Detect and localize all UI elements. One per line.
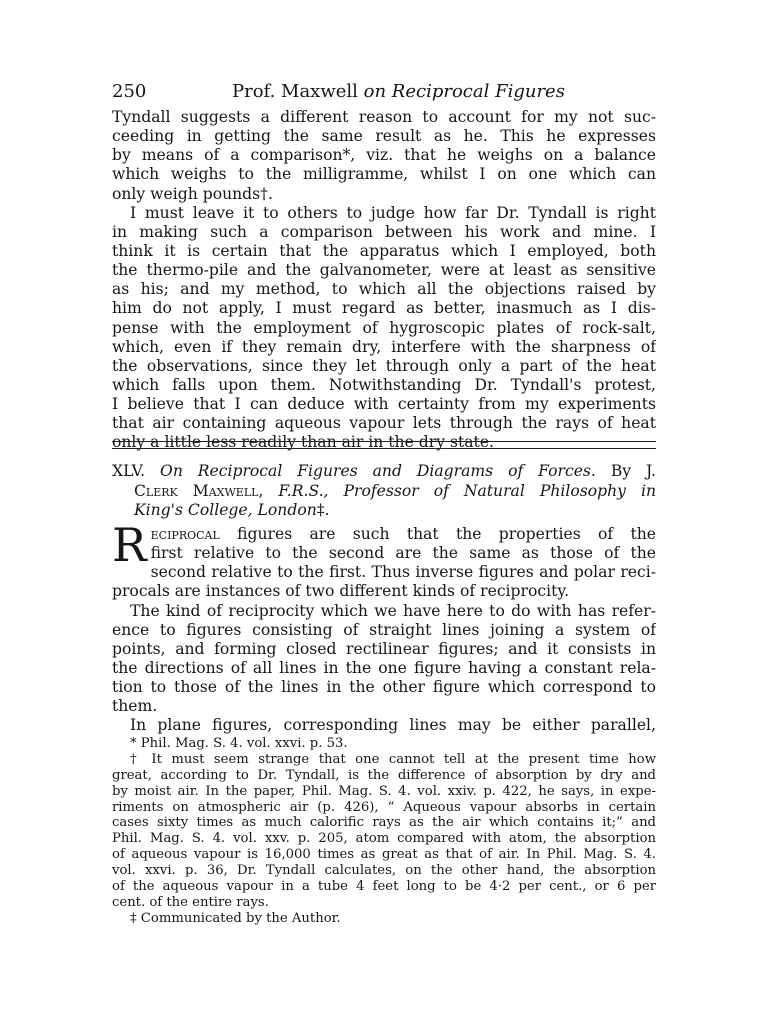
footnote-line: by moist air. In the paper, Phil. Mag. S. 4. vol. xxiv. p. 422, he says, in expe- [112,783,656,799]
body-text-line: which, even if they remain dry, interfere with the sharpness of [112,337,656,356]
article-body-line: tion to those of the lines in the other figure which correspond to [112,678,656,697]
first-word-small-caps: eciprocal [150,525,220,543]
body-text-line: only weigh pounds†. [112,184,273,203]
article-numeral: XLV. [112,462,146,480]
running-title-italic: on Reciprocal Figures [363,81,565,102]
footnote-line: of the aqueous vapour in a tube 4 feet long to be 4·2 per cent., or 6 per [112,879,656,895]
body-text-line: the observations, since they let through only a part of the heat [112,356,656,375]
running-head [112,80,656,104]
article-frs: F.R.S., [278,481,329,500]
body-text-line: Tyndall suggests a different reason to account for my not suc- [112,108,656,126]
body-text-line: which weighs to the milligramme, whilst I on one which can [112,165,656,184]
body-text-section [112,108,656,453]
footnote-line: great, according to Dr. Tyndall, is the difference of absorption by dry and [112,767,656,783]
footnote-line: † It must seem strange that one cannot tell at the present time how [130,751,656,767]
page-number: 250 [112,81,147,102]
article-dagger: ‡. [316,501,330,519]
article-body-line: the directions of all lines in the one figure having a constant rela- [112,658,656,677]
footnote-line: * Phil. Mag. S. 4. vol. xxvi. p. 53. [130,736,348,751]
footnotes [112,736,656,927]
footnote-line: riments on atmospheric air (p. 426), “ Aqueous vapour absorbs in certain [112,799,656,815]
body-text-line: ceeding in getting the same result as he. This he expresses [112,127,656,146]
article-body-line: points, and forming closed rectilinear figures; and it consists in [112,639,656,658]
running-title-author: Prof. Maxwell [232,81,358,102]
footnote-line: cent. of the entire rays. [112,894,269,910]
section-divider-rule [112,441,656,449]
article-heading-line-3 [112,501,656,521]
article-position: Professor of Natural Philosophy in [343,481,656,500]
drop-cap: R [112,518,147,572]
body-text-line: I believe that I can deduce with certainty from my experiments [112,395,656,414]
article-body-lines [112,563,656,735]
article-heading-line-1 [112,462,656,482]
footnote-line: Phil. Mag. S. 4. vol. xxv. p. 205, atom compared with atom, the absorption [112,831,656,847]
article-body-line: them. [112,697,158,716]
footnote-line: vol. xxvi. p. 36, Dr. Tyndall calculates, on the other hand, the absorption [112,863,656,879]
article-body [112,518,656,736]
body-text-line: think it is certain that the apparatus which I employed, both [112,241,656,260]
footnote-line: of aqueous vapour is 16,000 times as great as that of air. In Phil. Mag. S. 4. [112,847,656,863]
article-heading [112,462,656,521]
article-college: King's College, London [134,501,317,519]
article-author: Clerk Maxwell, [134,481,264,500]
article-body-line: procals are instances of two different kinds of reciprocity. [112,582,570,601]
article-body-line-2: first relative to the second are the same as those of the [150,544,656,563]
article-title: On Reciprocal Figures and Diagrams of Forces. [160,462,596,480]
running-title [232,80,565,104]
body-text-line: in making such a comparison between his work and mine. I [112,222,656,241]
body-text-line: the thermo-pile and the galvanometer, were at least as sensitive [112,261,656,280]
body-text-line: I must leave it to others to judge how far Dr. Tyndall is right [130,203,656,222]
article-heading-line-2 [112,482,656,502]
body-text-line: only a little less readily than air in the dry state. [112,433,495,452]
article-body-line: second relative to the first. Thus inverse figures and polar reci- [150,563,656,582]
footnote-line: ‡ Communicated by the Author. [130,910,341,926]
footnote-line: cases sixty times as much calorific rays as the air which contains it;” and [112,815,656,831]
article-body-line: ence to figures consisting of straight lines joining a system of [112,620,656,639]
first-line-rest: figures are such that the properties of the [219,525,656,543]
body-text-line: that air containing aqueous vapour lets through the rays of heat [112,414,656,433]
article-by: By J. [610,462,656,480]
body-text-line: which falls upon them. Notwithstanding Dr. Tyndall's protest, [112,375,656,394]
article-body-line-1 [151,525,656,544]
body-text-line: as his; and my method, to which all the objections raised by [112,280,656,299]
article-body-line: In plane figures, corresponding lines may be either parallel, [130,716,656,735]
article-body-line: The kind of reciprocity which we have here to do with has refer- [130,601,656,620]
body-text-line: him do not apply, I must regard as better, inasmuch as I dis- [112,299,656,318]
body-text-line: pense with the employment of hygroscopic plates of rock-salt, [112,318,656,337]
body-text-line: by means of a comparison*, viz. that he weighs on a balance [112,146,656,165]
